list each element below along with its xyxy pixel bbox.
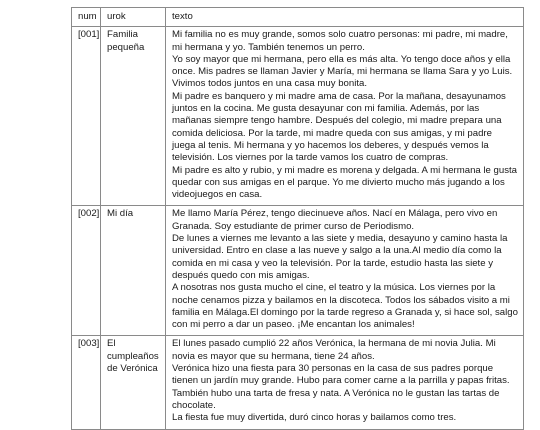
column-header-num: num [72, 8, 101, 27]
column-header-texto: texto [166, 8, 524, 27]
cell-texto [166, 336, 524, 429]
cell-num: [003] [72, 336, 101, 429]
text-paragraph: Me llamo María Pérez, tengo diecinueve años. Nací en Málaga, pero vivo en Granada. Soy estudiante de primer curso de Periodismo. [172, 208, 498, 232]
cell-urok: Familia pequeña [101, 27, 166, 206]
table-header-row [72, 8, 524, 27]
document-sheet [71, 7, 523, 430]
cell-num: [001] [72, 27, 101, 206]
text-paragraph: Mi padre es alto y rubio, y mi madre es morena y delgada. A mi hermana le gusta quedar con sus amigas en el parque. Yo me divierto mucho más jugando a los videojuegos en casa. [172, 164, 518, 201]
text-paragraph: Verónica hizo una fiesta para 30 personas en la casa de sus padres porque tienen un jardín muy grande. Hubo para comer carne a la parrilla y papas fritas. También hubo una tarta de fresa y nata. A Verónica no le gustan las tartas de chocolate. [172, 363, 510, 411]
table-row [72, 206, 524, 336]
cell-texto [166, 27, 524, 206]
table-row [72, 27, 524, 206]
text-paragraph: Mi familia no es muy grande, somos solo cuatro personas: mi padre, mi madre, mi hermana y yo. También tenemos un perro. [172, 29, 508, 53]
text-paragraph: De lunes a viernes me levanto a las siete y media, desayuno y camino hasta la universidad. Entro en clase a las nueve y salgo a la una.Al medio día como la comida en mi casa y veo la televisión. Por la tarde, estudio hasta las siete y después quedo con mis amigas. [172, 233, 508, 281]
text-paragraph: A nosotras nos gusta mucho el cine, el teatro y la música. Los viernes por la noche cenamos pizza y bailamos en la discoteca. Todos los sábados visito a mi familia en Málaga.El domingo por la tarde regreso a Granada y, si hace sol, salgo con mi perro a dar un paseo. ¡Me encantan los animales! [172, 282, 518, 331]
text-paragraph: El lunes pasado cumplió 22 años Verónica, la hermana de mi novia Julia. Mi novia es mayor que su hermana, tiene 24 años. [172, 338, 496, 362]
lessons-table [71, 7, 524, 430]
cell-texto [166, 206, 524, 336]
column-header-urok: urok [101, 8, 166, 27]
cell-num: [002] [72, 206, 101, 336]
text-paragraph: Yo soy mayor que mi hermana, pero ella es más alta. Yo tengo doce años y ella once. Mis padres se llaman Javier y María, mi hermana se llama Sara y yo Luis. Vivimos todos juntos en una casa muy bonita. [172, 53, 513, 90]
cell-urok: Mi día [101, 206, 166, 336]
text-paragraph: La fiesta fue muy divertida, duró cinco horas y bailamos como tres. [172, 412, 457, 424]
cell-urok: El cumpleaños de Verónica [101, 336, 166, 429]
table-row [72, 336, 524, 429]
text-paragraph: Mi padre es banquero y mi madre ama de casa. Por la mañana, desayunamos juntos en la cocina. Me gusta desayunar con mi familia. Además, por las mañanas siempre tengo hambre. Después del colegio, mi madre prepara una comida deliciosa. Por la tarde, mi madre queda con sus amigas, y mi padre juega al tenis. Mi hermana y yo hacemos los deberes, y después vemos la televisión. Los viernes por la tarde vamos los cuatro de compras. [172, 90, 506, 164]
